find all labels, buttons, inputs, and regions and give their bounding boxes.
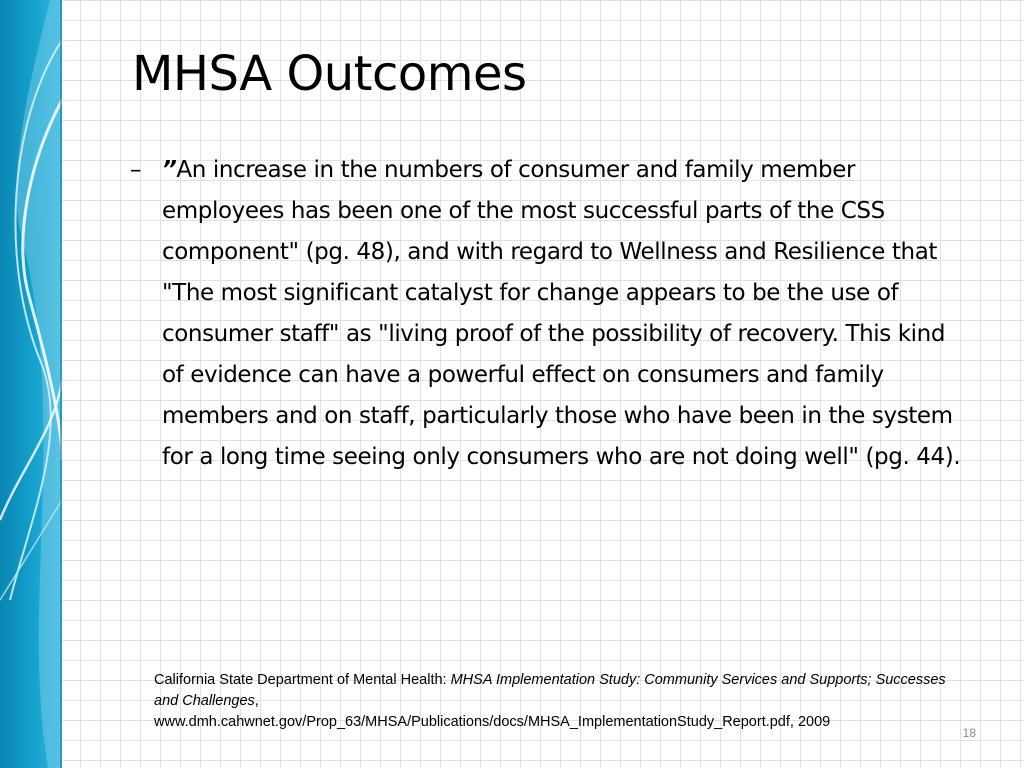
citation-title: MHSA Implementation Study: Community Services and Supports; Successes and Challenges xyxy=(154,672,946,709)
opening-quote-mark: ” xyxy=(162,157,177,183)
citation-separator: , xyxy=(254,693,259,709)
page-number: 18 xyxy=(962,726,976,740)
bullet-item xyxy=(130,150,980,478)
citation-prefix: California State Department of Mental Health: xyxy=(154,672,451,688)
decorative-sidebar xyxy=(0,0,62,768)
source-citation xyxy=(154,670,954,733)
bullet-quote-text xyxy=(162,150,972,478)
bullet-dash-marker: – xyxy=(130,157,142,183)
sidebar-wave-graphic xyxy=(0,0,62,768)
slide-body xyxy=(130,150,980,478)
citation-url: www.dmh.cahwnet.gov/Prop_63/MHSA/Publications/docs/MHSA_ImplementationStudy_Report.pdf, 2009 xyxy=(154,714,831,730)
slide-title: MHSA Outcomes xyxy=(132,46,527,102)
bullet-text-content: An increase in the numbers of consumer and family member employees has been one of the most successful parts of the CSS component" (pg. 48), and with regard to Wellness and Resilience that "The most significant catalyst for change appears to be the use of consumer staff" as "living proof of the possibility of recovery. This kind of evidence can have a powerful effect on consumers and family members and on staff, particularly those who have been in the system for a long time seeing only consumers who are not doing well" (pg. 44). xyxy=(162,157,961,470)
